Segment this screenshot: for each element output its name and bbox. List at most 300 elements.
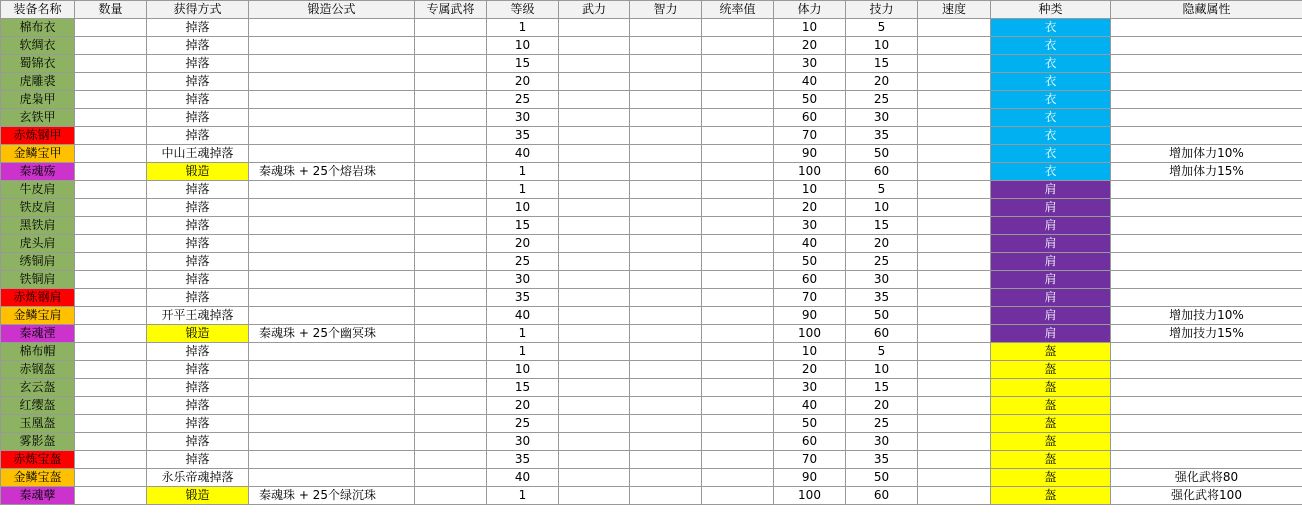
- cell-formula[interactable]: [249, 451, 415, 469]
- cell-hp[interactable]: 60: [774, 109, 846, 127]
- cell-intellect[interactable]: [630, 325, 702, 343]
- cell-command[interactable]: [702, 271, 774, 289]
- cell-command[interactable]: [702, 379, 774, 397]
- cell-obtain[interactable]: 掉落: [147, 55, 249, 73]
- cell-command[interactable]: [702, 19, 774, 37]
- cell-intellect[interactable]: [630, 289, 702, 307]
- cell-type[interactable]: 衣: [991, 109, 1111, 127]
- cell-intellect[interactable]: [630, 217, 702, 235]
- cell-hidden[interactable]: [1111, 73, 1302, 91]
- cell-formula[interactable]: [249, 307, 415, 325]
- cell-speed[interactable]: [918, 19, 991, 37]
- cell-type[interactable]: 盔: [991, 469, 1111, 487]
- cell-exclusive[interactable]: [415, 469, 487, 487]
- cell-exclusive[interactable]: [415, 91, 487, 109]
- cell-hidden[interactable]: [1111, 343, 1302, 361]
- cell-name[interactable]: 赤钢盔: [1, 361, 75, 379]
- cell-quantity[interactable]: [75, 19, 147, 37]
- cell-name[interactable]: 金鳞宝甲: [1, 145, 75, 163]
- cell-skill[interactable]: 20: [846, 397, 918, 415]
- cell-quantity[interactable]: [75, 55, 147, 73]
- cell-skill[interactable]: 25: [846, 253, 918, 271]
- cell-force[interactable]: [559, 181, 630, 199]
- header-exclusive[interactable]: 专属武将: [415, 1, 487, 19]
- cell-type[interactable]: 盔: [991, 451, 1111, 469]
- cell-hp[interactable]: 60: [774, 271, 846, 289]
- cell-intellect[interactable]: [630, 253, 702, 271]
- cell-hidden[interactable]: [1111, 199, 1302, 217]
- header-level[interactable]: 等级: [487, 1, 559, 19]
- cell-name[interactable]: 雾影盔: [1, 433, 75, 451]
- cell-quantity[interactable]: [75, 343, 147, 361]
- cell-formula[interactable]: [249, 55, 415, 73]
- cell-formula[interactable]: [249, 379, 415, 397]
- cell-name[interactable]: 铁皮肩: [1, 199, 75, 217]
- cell-name[interactable]: 棉布帽: [1, 343, 75, 361]
- cell-level[interactable]: 1: [487, 19, 559, 37]
- cell-speed[interactable]: [918, 361, 991, 379]
- cell-obtain[interactable]: 掉落: [147, 253, 249, 271]
- cell-obtain[interactable]: 掉落: [147, 199, 249, 217]
- header-hidden[interactable]: 隐藏属性: [1111, 1, 1302, 19]
- cell-quantity[interactable]: [75, 199, 147, 217]
- cell-type[interactable]: 肩: [991, 325, 1111, 343]
- cell-intellect[interactable]: [630, 379, 702, 397]
- cell-intellect[interactable]: [630, 109, 702, 127]
- header-quantity[interactable]: 数量: [75, 1, 147, 19]
- cell-hidden[interactable]: [1111, 235, 1302, 253]
- cell-skill[interactable]: 60: [846, 487, 918, 505]
- cell-formula[interactable]: [249, 91, 415, 109]
- cell-command[interactable]: [702, 289, 774, 307]
- cell-speed[interactable]: [918, 145, 991, 163]
- cell-exclusive[interactable]: [415, 487, 487, 505]
- cell-quantity[interactable]: [75, 73, 147, 91]
- cell-obtain[interactable]: 掉落: [147, 181, 249, 199]
- cell-name[interactable]: 赤炼钢甲: [1, 127, 75, 145]
- cell-hidden[interactable]: [1111, 19, 1302, 37]
- cell-hp[interactable]: 90: [774, 145, 846, 163]
- cell-intellect[interactable]: [630, 235, 702, 253]
- cell-level[interactable]: 15: [487, 55, 559, 73]
- cell-obtain[interactable]: 掉落: [147, 73, 249, 91]
- cell-formula[interactable]: [249, 145, 415, 163]
- cell-hp[interactable]: 40: [774, 235, 846, 253]
- cell-obtain[interactable]: 掉落: [147, 379, 249, 397]
- cell-skill[interactable]: 60: [846, 325, 918, 343]
- cell-intellect[interactable]: [630, 127, 702, 145]
- cell-name[interactable]: 赤炼宝盔: [1, 451, 75, 469]
- cell-obtain[interactable]: 锻造: [147, 325, 249, 343]
- cell-force[interactable]: [559, 307, 630, 325]
- cell-hidden[interactable]: [1111, 127, 1302, 145]
- cell-force[interactable]: [559, 487, 630, 505]
- cell-intellect[interactable]: [630, 55, 702, 73]
- cell-command[interactable]: [702, 433, 774, 451]
- cell-exclusive[interactable]: [415, 109, 487, 127]
- cell-hp[interactable]: 20: [774, 361, 846, 379]
- cell-hp[interactable]: 100: [774, 163, 846, 181]
- cell-hp[interactable]: 70: [774, 289, 846, 307]
- cell-intellect[interactable]: [630, 397, 702, 415]
- cell-type[interactable]: 盔: [991, 397, 1111, 415]
- cell-name[interactable]: 玄铁甲: [1, 109, 75, 127]
- cell-command[interactable]: [702, 469, 774, 487]
- cell-level[interactable]: 35: [487, 289, 559, 307]
- cell-hp[interactable]: 70: [774, 451, 846, 469]
- cell-command[interactable]: [702, 253, 774, 271]
- cell-formula[interactable]: [249, 415, 415, 433]
- cell-hp[interactable]: 20: [774, 199, 846, 217]
- cell-name[interactable]: 黑铁肩: [1, 217, 75, 235]
- cell-type[interactable]: 衣: [991, 19, 1111, 37]
- cell-level[interactable]: 25: [487, 415, 559, 433]
- cell-force[interactable]: [559, 127, 630, 145]
- cell-level[interactable]: 15: [487, 217, 559, 235]
- cell-formula[interactable]: [249, 343, 415, 361]
- cell-exclusive[interactable]: [415, 145, 487, 163]
- cell-force[interactable]: [559, 19, 630, 37]
- cell-speed[interactable]: [918, 451, 991, 469]
- cell-type[interactable]: 衣: [991, 55, 1111, 73]
- cell-speed[interactable]: [918, 253, 991, 271]
- cell-speed[interactable]: [918, 163, 991, 181]
- cell-hidden[interactable]: [1111, 271, 1302, 289]
- cell-command[interactable]: [702, 55, 774, 73]
- cell-type[interactable]: 肩: [991, 253, 1111, 271]
- cell-type[interactable]: 盔: [991, 343, 1111, 361]
- cell-quantity[interactable]: [75, 181, 147, 199]
- cell-level[interactable]: 20: [487, 397, 559, 415]
- cell-level[interactable]: 40: [487, 307, 559, 325]
- cell-name[interactable]: 秦魂湮: [1, 325, 75, 343]
- cell-level[interactable]: 40: [487, 145, 559, 163]
- cell-force[interactable]: [559, 361, 630, 379]
- cell-level[interactable]: 1: [487, 487, 559, 505]
- cell-hp[interactable]: 50: [774, 253, 846, 271]
- cell-exclusive[interactable]: [415, 37, 487, 55]
- cell-force[interactable]: [559, 163, 630, 181]
- cell-level[interactable]: 1: [487, 343, 559, 361]
- cell-obtain[interactable]: 掉落: [147, 415, 249, 433]
- header-speed[interactable]: 速度: [918, 1, 991, 19]
- cell-skill[interactable]: 5: [846, 181, 918, 199]
- header-intellect[interactable]: 智力: [630, 1, 702, 19]
- cell-exclusive[interactable]: [415, 217, 487, 235]
- cell-quantity[interactable]: [75, 235, 147, 253]
- cell-force[interactable]: [559, 217, 630, 235]
- cell-intellect[interactable]: [630, 145, 702, 163]
- cell-speed[interactable]: [918, 379, 991, 397]
- cell-level[interactable]: 1: [487, 163, 559, 181]
- cell-formula[interactable]: [249, 73, 415, 91]
- cell-type[interactable]: 肩: [991, 217, 1111, 235]
- cell-name[interactable]: 金鳞宝肩: [1, 307, 75, 325]
- cell-hp[interactable]: 60: [774, 433, 846, 451]
- cell-type[interactable]: 衣: [991, 127, 1111, 145]
- cell-speed[interactable]: [918, 289, 991, 307]
- cell-level[interactable]: 25: [487, 253, 559, 271]
- cell-skill[interactable]: 30: [846, 271, 918, 289]
- cell-formula[interactable]: [249, 37, 415, 55]
- cell-quantity[interactable]: [75, 109, 147, 127]
- cell-quantity[interactable]: [75, 379, 147, 397]
- cell-skill[interactable]: 10: [846, 199, 918, 217]
- cell-skill[interactable]: 15: [846, 379, 918, 397]
- cell-obtain[interactable]: 掉落: [147, 37, 249, 55]
- cell-name[interactable]: 绣铜肩: [1, 253, 75, 271]
- cell-skill[interactable]: 50: [846, 469, 918, 487]
- cell-command[interactable]: [702, 91, 774, 109]
- cell-hidden[interactable]: [1111, 451, 1302, 469]
- cell-intellect[interactable]: [630, 415, 702, 433]
- cell-intellect[interactable]: [630, 433, 702, 451]
- cell-exclusive[interactable]: [415, 181, 487, 199]
- cell-skill[interactable]: 10: [846, 37, 918, 55]
- cell-type[interactable]: 盔: [991, 415, 1111, 433]
- cell-hp[interactable]: 100: [774, 325, 846, 343]
- cell-hidden[interactable]: [1111, 415, 1302, 433]
- cell-name[interactable]: 虎头肩: [1, 235, 75, 253]
- cell-skill[interactable]: 10: [846, 361, 918, 379]
- cell-formula[interactable]: 秦魂珠 + 25个熔岩珠: [249, 163, 415, 181]
- cell-quantity[interactable]: [75, 307, 147, 325]
- cell-skill[interactable]: 20: [846, 235, 918, 253]
- cell-name[interactable]: 玄云盔: [1, 379, 75, 397]
- cell-command[interactable]: [702, 127, 774, 145]
- cell-formula[interactable]: [249, 181, 415, 199]
- cell-name[interactable]: 金鳞宝盔: [1, 469, 75, 487]
- header-obtain[interactable]: 获得方式: [147, 1, 249, 19]
- cell-obtain[interactable]: 中山王魂掉落: [147, 145, 249, 163]
- cell-formula[interactable]: [249, 271, 415, 289]
- cell-exclusive[interactable]: [415, 289, 487, 307]
- cell-intellect[interactable]: [630, 451, 702, 469]
- cell-intellect[interactable]: [630, 19, 702, 37]
- cell-level[interactable]: 30: [487, 433, 559, 451]
- cell-speed[interactable]: [918, 469, 991, 487]
- cell-hp[interactable]: 10: [774, 181, 846, 199]
- cell-name[interactable]: 棉布衣: [1, 19, 75, 37]
- cell-level[interactable]: 20: [487, 235, 559, 253]
- cell-quantity[interactable]: [75, 253, 147, 271]
- cell-type[interactable]: 衣: [991, 91, 1111, 109]
- cell-formula[interactable]: [249, 217, 415, 235]
- cell-obtain[interactable]: 锻造: [147, 163, 249, 181]
- cell-level[interactable]: 30: [487, 109, 559, 127]
- cell-name[interactable]: 秦魂殇: [1, 163, 75, 181]
- cell-formula[interactable]: [249, 19, 415, 37]
- cell-command[interactable]: [702, 73, 774, 91]
- cell-obtain[interactable]: 掉落: [147, 19, 249, 37]
- cell-name[interactable]: 红缨盔: [1, 397, 75, 415]
- cell-force[interactable]: [559, 415, 630, 433]
- cell-obtain[interactable]: 掉落: [147, 397, 249, 415]
- cell-hp[interactable]: 90: [774, 469, 846, 487]
- cell-intellect[interactable]: [630, 307, 702, 325]
- cell-name[interactable]: 虎枭甲: [1, 91, 75, 109]
- cell-obtain[interactable]: 掉落: [147, 217, 249, 235]
- cell-quantity[interactable]: [75, 127, 147, 145]
- cell-force[interactable]: [559, 397, 630, 415]
- cell-type[interactable]: 肩: [991, 181, 1111, 199]
- cell-hp[interactable]: 100: [774, 487, 846, 505]
- cell-speed[interactable]: [918, 37, 991, 55]
- cell-speed[interactable]: [918, 217, 991, 235]
- cell-speed[interactable]: [918, 91, 991, 109]
- cell-level[interactable]: 10: [487, 361, 559, 379]
- cell-quantity[interactable]: [75, 397, 147, 415]
- cell-force[interactable]: [559, 325, 630, 343]
- cell-obtain[interactable]: 掉落: [147, 433, 249, 451]
- header-name[interactable]: 装备名称: [1, 1, 75, 19]
- cell-command[interactable]: [702, 415, 774, 433]
- cell-intellect[interactable]: [630, 37, 702, 55]
- cell-exclusive[interactable]: [415, 163, 487, 181]
- cell-command[interactable]: [702, 163, 774, 181]
- cell-level[interactable]: 1: [487, 325, 559, 343]
- cell-speed[interactable]: [918, 55, 991, 73]
- cell-skill[interactable]: 35: [846, 127, 918, 145]
- cell-formula[interactable]: 秦魂珠 + 25个幽冥珠: [249, 325, 415, 343]
- cell-name[interactable]: 秦魂孽: [1, 487, 75, 505]
- cell-hidden[interactable]: [1111, 109, 1302, 127]
- cell-speed[interactable]: [918, 73, 991, 91]
- cell-force[interactable]: [559, 73, 630, 91]
- cell-name[interactable]: 蜀锦衣: [1, 55, 75, 73]
- cell-speed[interactable]: [918, 433, 991, 451]
- cell-name[interactable]: 牛皮肩: [1, 181, 75, 199]
- cell-command[interactable]: [702, 361, 774, 379]
- cell-speed[interactable]: [918, 271, 991, 289]
- cell-exclusive[interactable]: [415, 415, 487, 433]
- cell-quantity[interactable]: [75, 361, 147, 379]
- cell-exclusive[interactable]: [415, 19, 487, 37]
- cell-formula[interactable]: 秦魂珠 + 25个绿沉珠: [249, 487, 415, 505]
- cell-type[interactable]: 衣: [991, 37, 1111, 55]
- cell-formula[interactable]: [249, 397, 415, 415]
- cell-exclusive[interactable]: [415, 397, 487, 415]
- cell-obtain[interactable]: 掉落: [147, 127, 249, 145]
- cell-type[interactable]: 衣: [991, 145, 1111, 163]
- cell-force[interactable]: [559, 55, 630, 73]
- cell-hp[interactable]: 40: [774, 73, 846, 91]
- cell-hp[interactable]: 50: [774, 415, 846, 433]
- cell-quantity[interactable]: [75, 469, 147, 487]
- header-formula[interactable]: 锻造公式: [249, 1, 415, 19]
- cell-quantity[interactable]: [75, 325, 147, 343]
- cell-type[interactable]: 盔: [991, 361, 1111, 379]
- cell-force[interactable]: [559, 235, 630, 253]
- cell-speed[interactable]: [918, 127, 991, 145]
- cell-hidden[interactable]: 增加技力15%: [1111, 325, 1302, 343]
- cell-hidden[interactable]: [1111, 91, 1302, 109]
- cell-hidden[interactable]: 强化武将100: [1111, 487, 1302, 505]
- cell-intellect[interactable]: [630, 73, 702, 91]
- cell-formula[interactable]: [249, 235, 415, 253]
- cell-command[interactable]: [702, 235, 774, 253]
- cell-exclusive[interactable]: [415, 307, 487, 325]
- cell-hp[interactable]: 30: [774, 379, 846, 397]
- cell-intellect[interactable]: [630, 361, 702, 379]
- cell-exclusive[interactable]: [415, 127, 487, 145]
- cell-skill[interactable]: 15: [846, 55, 918, 73]
- cell-intellect[interactable]: [630, 91, 702, 109]
- cell-hidden[interactable]: [1111, 55, 1302, 73]
- cell-skill[interactable]: 25: [846, 415, 918, 433]
- cell-hidden[interactable]: [1111, 397, 1302, 415]
- cell-obtain[interactable]: 掉落: [147, 343, 249, 361]
- cell-hp[interactable]: 50: [774, 91, 846, 109]
- cell-command[interactable]: [702, 451, 774, 469]
- cell-type[interactable]: 肩: [991, 289, 1111, 307]
- cell-type[interactable]: 盔: [991, 379, 1111, 397]
- cell-formula[interactable]: [249, 253, 415, 271]
- cell-obtain[interactable]: 掉落: [147, 235, 249, 253]
- cell-quantity[interactable]: [75, 163, 147, 181]
- cell-skill[interactable]: 50: [846, 307, 918, 325]
- cell-speed[interactable]: [918, 487, 991, 505]
- cell-force[interactable]: [559, 199, 630, 217]
- cell-quantity[interactable]: [75, 487, 147, 505]
- cell-level[interactable]: 35: [487, 451, 559, 469]
- cell-name[interactable]: 软绸衣: [1, 37, 75, 55]
- cell-skill[interactable]: 5: [846, 19, 918, 37]
- cell-command[interactable]: [702, 217, 774, 235]
- cell-speed[interactable]: [918, 415, 991, 433]
- cell-type[interactable]: 盔: [991, 487, 1111, 505]
- cell-hidden[interactable]: [1111, 433, 1302, 451]
- cell-skill[interactable]: 50: [846, 145, 918, 163]
- cell-exclusive[interactable]: [415, 55, 487, 73]
- cell-quantity[interactable]: [75, 217, 147, 235]
- header-skill[interactable]: 技力: [846, 1, 918, 19]
- cell-command[interactable]: [702, 109, 774, 127]
- cell-force[interactable]: [559, 253, 630, 271]
- cell-speed[interactable]: [918, 199, 991, 217]
- cell-level[interactable]: 10: [487, 37, 559, 55]
- cell-intellect[interactable]: [630, 163, 702, 181]
- cell-type[interactable]: 盔: [991, 433, 1111, 451]
- cell-hp[interactable]: 10: [774, 19, 846, 37]
- cell-type[interactable]: 肩: [991, 199, 1111, 217]
- cell-force[interactable]: [559, 109, 630, 127]
- cell-obtain[interactable]: 掉落: [147, 289, 249, 307]
- cell-skill[interactable]: 35: [846, 451, 918, 469]
- cell-name[interactable]: 虎雕裘: [1, 73, 75, 91]
- cell-obtain[interactable]: 掉落: [147, 109, 249, 127]
- cell-type[interactable]: 肩: [991, 235, 1111, 253]
- cell-type[interactable]: 衣: [991, 163, 1111, 181]
- cell-speed[interactable]: [918, 397, 991, 415]
- cell-force[interactable]: [559, 91, 630, 109]
- cell-command[interactable]: [702, 307, 774, 325]
- cell-level[interactable]: 30: [487, 271, 559, 289]
- cell-name[interactable]: 玉凰盔: [1, 415, 75, 433]
- cell-force[interactable]: [559, 271, 630, 289]
- cell-intellect[interactable]: [630, 181, 702, 199]
- cell-speed[interactable]: [918, 181, 991, 199]
- cell-type[interactable]: 肩: [991, 271, 1111, 289]
- cell-hp[interactable]: 40: [774, 397, 846, 415]
- cell-level[interactable]: 35: [487, 127, 559, 145]
- cell-force[interactable]: [559, 433, 630, 451]
- cell-level[interactable]: 1: [487, 181, 559, 199]
- cell-command[interactable]: [702, 397, 774, 415]
- cell-hp[interactable]: 70: [774, 127, 846, 145]
- cell-command[interactable]: [702, 487, 774, 505]
- cell-hidden[interactable]: [1111, 361, 1302, 379]
